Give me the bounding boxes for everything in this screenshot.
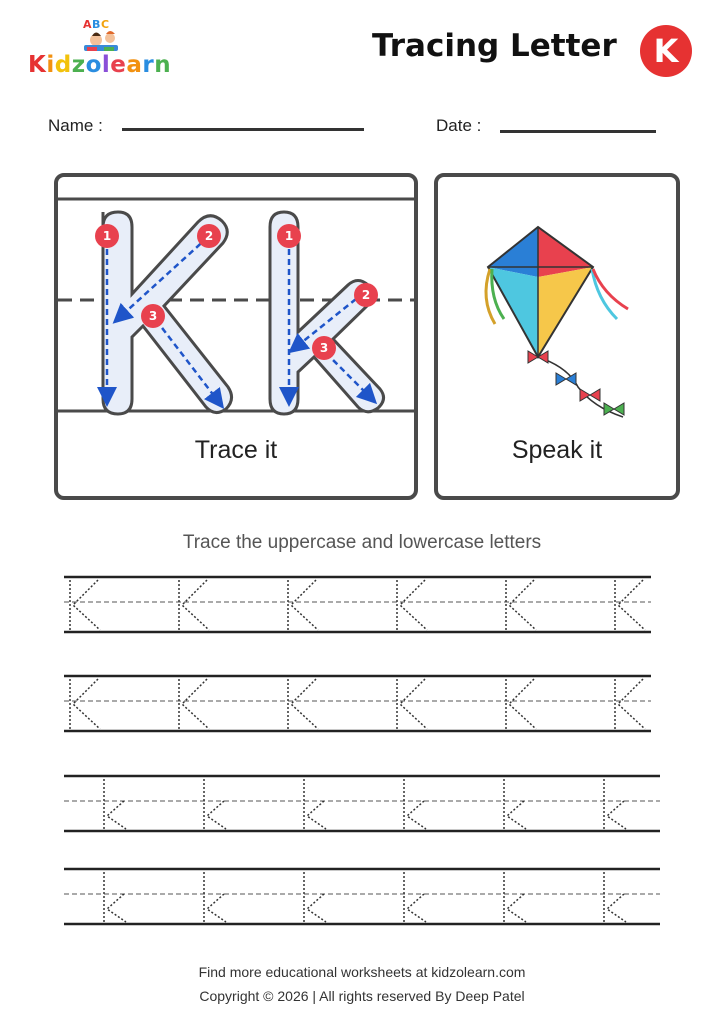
brand-name[interactable]: Kidzolearn	[28, 52, 172, 78]
footer-line-2: Copyright © 2026 | All rights reserved By Deep Patel	[199, 988, 525, 1004]
name-field[interactable]	[122, 128, 364, 131]
trace-card	[54, 173, 418, 500]
footer-line-1[interactable]: Find more educational worksheets at kidzolearn.com	[198, 964, 526, 980]
trace-letter-k	[604, 872, 626, 922]
practice-row-3[interactable]	[64, 776, 660, 831]
trace-letter-K	[506, 679, 536, 729]
practice-row-4[interactable]	[64, 869, 660, 924]
date-label: Date :	[436, 116, 482, 135]
practice-area	[0, 560, 724, 940]
title-letter-badge: K	[640, 25, 692, 77]
svg-text:C: C	[101, 18, 110, 31]
name-label: Name :	[48, 116, 103, 135]
stroke-number-2: 2	[204, 229, 214, 243]
svg-text:B: B	[92, 18, 101, 31]
speak-it-label: Speak it	[511, 436, 603, 464]
page-title: Tracing Letter	[372, 28, 617, 64]
trace-letter-K	[288, 580, 318, 630]
stroke-number-1: 1	[102, 229, 112, 243]
trace-letter-k	[404, 872, 426, 922]
trace-letter-k	[504, 779, 526, 829]
trace-letter-k	[504, 872, 526, 922]
trace-letter-K	[288, 679, 318, 729]
trace-letter-K	[615, 580, 645, 630]
trace-letter-K	[615, 679, 645, 729]
date-field[interactable]	[500, 130, 656, 133]
instruction-text: Trace the uppercase and lowercase letters	[182, 532, 542, 553]
trace-letter-k	[204, 872, 226, 922]
practice-row-2[interactable]	[64, 676, 651, 731]
trace-letter-K	[70, 580, 100, 630]
stroke-number-1-lower: 1	[284, 229, 294, 243]
kite-icon	[468, 217, 648, 427]
stroke-number-3-lower: 3	[319, 341, 329, 355]
trace-letter-k	[104, 872, 126, 922]
stroke-number-2-lower: 2	[361, 288, 371, 302]
trace-letter-K	[506, 580, 536, 630]
trace-letter-k	[604, 779, 626, 829]
trace-letter-K	[397, 679, 427, 729]
speak-card	[434, 173, 680, 500]
trace-letter-K	[179, 679, 209, 729]
trace-letter-k	[304, 872, 326, 922]
stroke-number-3: 3	[148, 309, 158, 323]
trace-letter-k	[304, 779, 326, 829]
svg-text:A: A	[83, 18, 92, 31]
trace-letter-k	[404, 779, 426, 829]
trace-letter-k	[104, 779, 126, 829]
trace-letter-K	[397, 580, 427, 630]
practice-row-1[interactable]	[64, 577, 651, 632]
trace-letter-k	[204, 779, 226, 829]
trace-it-label: Trace it	[194, 436, 278, 464]
trace-letter-K	[179, 580, 209, 630]
trace-letter-K	[70, 679, 100, 729]
